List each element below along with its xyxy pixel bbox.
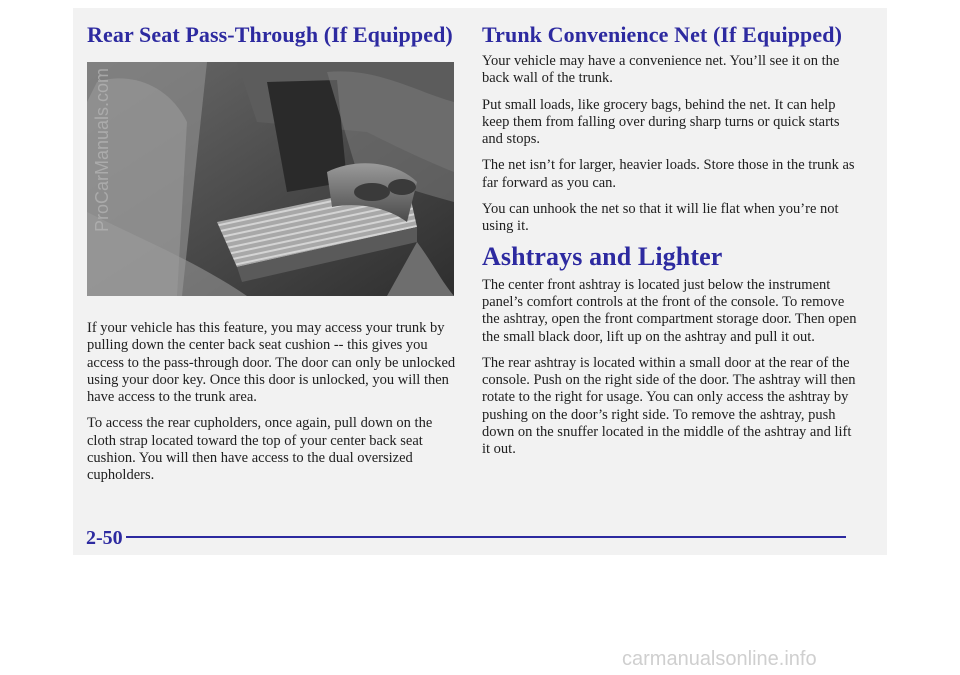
- ashtrays-heading: Ashtrays and Lighter: [482, 241, 723, 271]
- ash-body: [482, 277, 858, 459]
- right-column: [482, 22, 858, 459]
- ash-paragraph-2: The rear ashtray is located within a small door at the rear of the console. Push on the right side of the door. The ashtray will then rotate to the right for usage. You can only access the ashtray by pushing on the door’s right side. To remove the ashtray, push down on the snuffer located in the middle of the ashtray and lift it out.: [482, 354, 856, 458]
- side-watermark: ProCarManuals.com: [92, 67, 112, 232]
- left-body: [87, 320, 457, 485]
- net-paragraph-2: Put small loads, like grocery bags, behind the net. It can help keep them from falling over during sharp turns or quick starts and stops.: [482, 96, 840, 148]
- net-paragraph-1: Your vehicle may have a convenience net. You’ll see it on the back wall of the trunk.: [482, 53, 840, 87]
- bottom-watermark: carmanualsonline.info: [622, 648, 817, 670]
- page-number: 2-50: [86, 527, 123, 549]
- ash-paragraph-1: The center front ashtray is located just below the instrument panel’s comfort controls at the front of the console. To remove the ashtray, open the front compartment storage door. Then open the small black door, lift up on the ashtray and pull it out.: [482, 276, 857, 345]
- net-paragraph-3: The net isn’t for larger, heavier loads. Store those in the trunk as far forward as you can.: [482, 157, 855, 191]
- left-column: [87, 22, 457, 48]
- left-paragraph-2: To access the rear cupholders, once again, pull down on the cloth strap located toward the top of your center back seat cushion. You will then have access to the dual oversized cupholders.: [87, 415, 433, 484]
- left-paragraph-1: If your vehicle has this feature, you may access your trunk by pulling down the center back seat cushion -- this gives you access to the pass-through door. The door can only be unlocked using your door key. Once this door is unlocked, you will then have access to the trunk area.: [87, 320, 456, 406]
- seat-photo-illustration: [87, 62, 454, 296]
- pass-through-photo: [87, 62, 454, 296]
- footer-rule: [126, 536, 846, 538]
- rear-seat-heading: Rear Seat Pass-Through (If Equipped): [87, 22, 453, 47]
- net-paragraph-4: You can unhook the net so that it will lie flat when you’re not using it.: [482, 201, 839, 235]
- net-body: [482, 53, 858, 236]
- trunk-net-heading: Trunk Convenience Net (If Equipped): [482, 22, 843, 47]
